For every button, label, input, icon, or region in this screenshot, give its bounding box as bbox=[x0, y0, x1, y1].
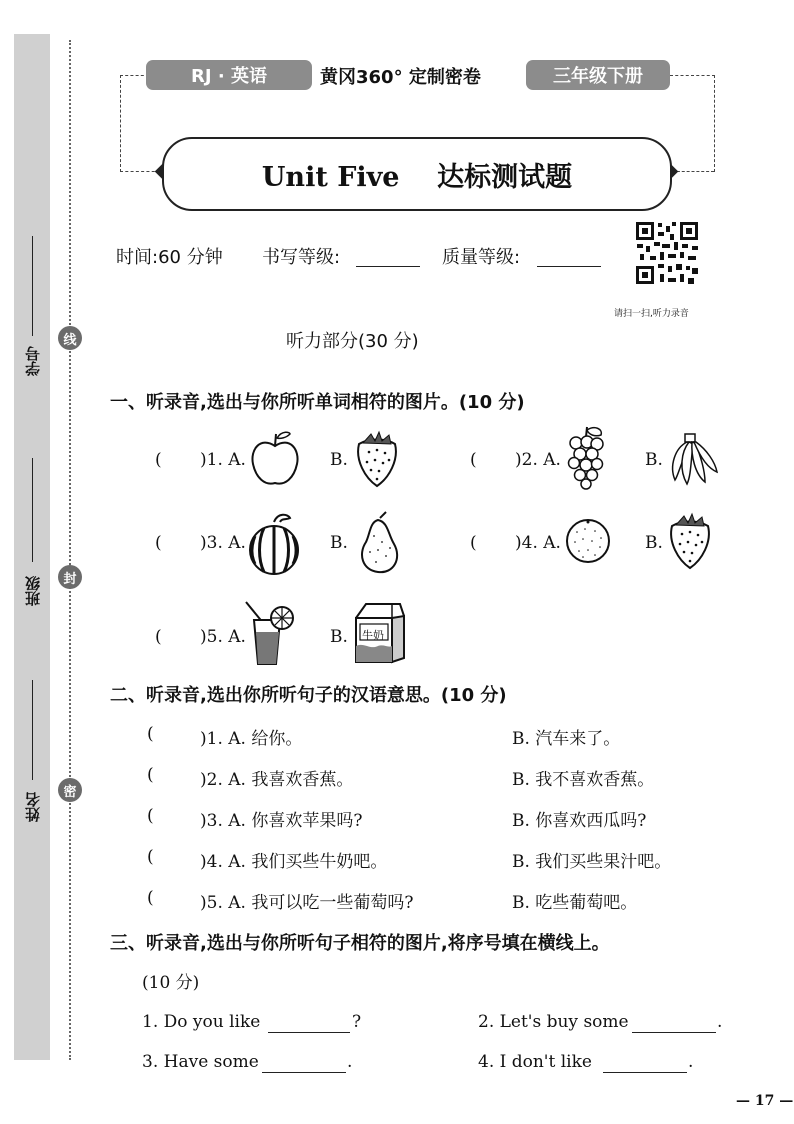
title-frame bbox=[162, 137, 672, 211]
cut-line bbox=[69, 40, 71, 1060]
seal-mi-mark: 密 bbox=[58, 778, 82, 802]
option-b-label: B. bbox=[645, 450, 663, 470]
quality-grade-blank[interactable] bbox=[537, 266, 601, 267]
s3-sentence-pre: 2. Let's buy some bbox=[478, 1012, 629, 1032]
class-label: 班级 bbox=[24, 576, 42, 606]
juice-icon[interactable] bbox=[240, 600, 296, 670]
watermelon-icon[interactable] bbox=[248, 510, 304, 580]
section3-title: 三、听录音,选出与你所听句子相符的图片,将序号填在横线上。 bbox=[110, 933, 610, 954]
s2-question-a: )2. A. 我喜欢香蕉。 bbox=[200, 770, 354, 790]
section3-points: (10 分) bbox=[142, 973, 200, 993]
option-b-label: B. bbox=[330, 533, 348, 553]
s3-sentence-pre: 1. Do you like bbox=[142, 1012, 261, 1032]
option-b-label: B. bbox=[330, 450, 348, 470]
question-number: )1. A. bbox=[200, 450, 246, 470]
writing-grade-label: 书写等级: bbox=[262, 247, 341, 268]
option-b-label: B. bbox=[645, 533, 663, 553]
answer-paren[interactable]: ( bbox=[147, 765, 154, 785]
milk-carton-label: 牛奶 bbox=[362, 629, 384, 642]
strawberry-icon[interactable] bbox=[668, 512, 712, 574]
s2-option-b: B. 我们买些果汁吧。 bbox=[512, 852, 672, 872]
writing-grade-blank[interactable] bbox=[356, 266, 420, 267]
student-id-label: 学号 bbox=[24, 346, 42, 376]
section1-title: 一、听录音,选出与你所听单词相符的图片。(10 分) bbox=[110, 392, 525, 413]
pear-icon[interactable] bbox=[356, 512, 402, 578]
s2-question-a: )3. A. 你喜欢苹果吗? bbox=[200, 811, 363, 831]
s3-sentence-pre: 4. I don't like bbox=[478, 1052, 592, 1072]
qr-caption: 请扫一扫,听力录音 bbox=[614, 309, 689, 319]
s3-sentence-post: ? bbox=[352, 1012, 362, 1032]
orange-icon[interactable] bbox=[565, 516, 611, 568]
class-line bbox=[32, 458, 33, 562]
answer-paren[interactable]: ( bbox=[155, 627, 162, 647]
apple-icon[interactable] bbox=[250, 428, 300, 492]
series-title: 黄冈360° 定制密卷 bbox=[320, 67, 481, 88]
page-number: — 17 — bbox=[736, 1093, 794, 1109]
s3-answer-blank[interactable] bbox=[268, 1032, 350, 1033]
listening-heading: 听力部分(30 分) bbox=[286, 331, 419, 352]
page-title: Unit Five 达标测试题 bbox=[261, 161, 573, 193]
s3-sentence-pre: 3. Have some bbox=[142, 1052, 259, 1072]
section2-title: 二、听录音,选出你所听句子的汉语意思。(10 分) bbox=[110, 685, 507, 706]
subject-pill: RJ · 英语 bbox=[146, 60, 312, 90]
answer-paren[interactable]: ( bbox=[470, 533, 477, 553]
answer-paren[interactable]: ( bbox=[155, 533, 162, 553]
question-number: )4. A. bbox=[515, 533, 561, 553]
answer-paren[interactable]: ( bbox=[155, 450, 162, 470]
s3-answer-blank[interactable] bbox=[603, 1072, 687, 1073]
s3-sentence-post: . bbox=[688, 1052, 694, 1072]
s3-answer-blank[interactable] bbox=[632, 1032, 716, 1033]
question-number: )3. A. bbox=[200, 533, 246, 553]
answer-paren[interactable]: ( bbox=[470, 450, 477, 470]
bananas-icon[interactable] bbox=[665, 430, 719, 490]
name-label: 姓名 bbox=[24, 792, 42, 822]
question-number: )5. A. bbox=[200, 627, 246, 647]
name-line bbox=[32, 680, 33, 780]
s3-answer-blank[interactable] bbox=[262, 1072, 346, 1073]
student-id-line bbox=[32, 236, 33, 336]
answer-paren[interactable]: ( bbox=[147, 847, 154, 867]
question-number: )2. A. bbox=[515, 450, 561, 470]
grade-pill: 三年级下册 bbox=[526, 60, 670, 90]
s3-sentence-post: . bbox=[717, 1012, 723, 1032]
answer-paren[interactable]: ( bbox=[147, 724, 154, 744]
grapes-icon[interactable] bbox=[567, 425, 605, 493]
strawberry-icon[interactable] bbox=[355, 430, 399, 492]
time-info: 时间:60 分钟 bbox=[116, 247, 223, 268]
answer-paren[interactable]: ( bbox=[147, 806, 154, 826]
s2-option-b: B. 汽车来了。 bbox=[512, 729, 621, 749]
s2-question-a: )5. A. 我可以吃一些葡萄吗? bbox=[200, 893, 414, 913]
s2-option-b: B. 你喜欢西瓜吗? bbox=[512, 811, 647, 831]
s2-option-b: B. 我不喜欢香蕉。 bbox=[512, 770, 655, 790]
quality-grade-label: 质量等级: bbox=[442, 247, 521, 268]
header-dash-left bbox=[120, 75, 149, 172]
seal-feng-mark: 封 bbox=[58, 565, 82, 589]
seal-line-mark: 线 bbox=[58, 326, 82, 350]
answer-paren[interactable]: ( bbox=[147, 888, 154, 908]
s2-question-a: )1. A. 给你。 bbox=[200, 729, 303, 749]
option-b-label: B. bbox=[330, 627, 348, 647]
qr-code-icon[interactable] bbox=[634, 220, 700, 286]
s2-question-a: )4. A. 我们买些牛奶吧。 bbox=[200, 852, 388, 872]
s3-sentence-post: . bbox=[347, 1052, 353, 1072]
header-dash-right bbox=[670, 75, 715, 172]
s2-option-b: B. 吃些葡萄吧。 bbox=[512, 893, 638, 913]
